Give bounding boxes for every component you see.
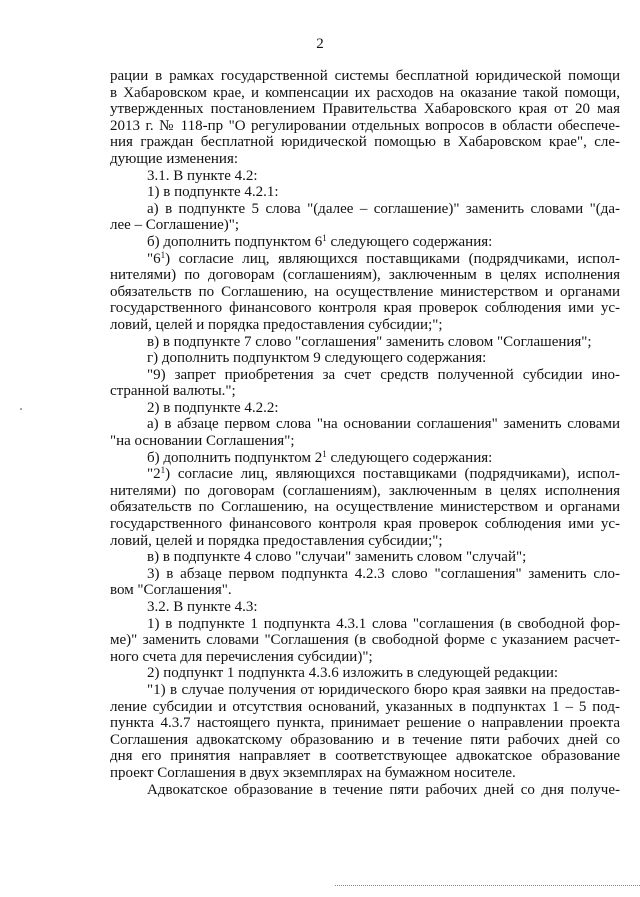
superscript: 1: [160, 466, 166, 476]
superscript: 1: [322, 233, 327, 243]
superscript: 1: [160, 250, 166, 260]
text-line: государственного финансового контроля края проверок соблюдения ими ус-: [110, 300, 620, 317]
text-line: обязательств по Соглашению, на осуществление министерством и органами: [110, 283, 620, 300]
text-line: странной валюты.";: [110, 383, 236, 400]
text-line: б) дополнить подпунктом $2^1$ следующего содержания:: [147, 449, 493, 466]
text-line: б) дополнить подпунктом $6^1$ следующего содержания:: [147, 233, 493, 250]
text-line: Соглашения адвокатскому образованию и в течение пяти рабочих дней со: [110, 731, 620, 748]
text-line: ление субсидии и отсутствия оснований, указанных в подпунктах 1 – 5 под-: [110, 698, 620, 715]
text-line: в) в подпункте 7 слово "соглашения" заменить словом "Соглашения";: [147, 333, 592, 350]
text-line: утвержденных постановлением Правительства Хабаровского края от 20 мая: [110, 101, 620, 118]
document-body: [110, 68, 620, 798]
text-line: обязательств по Соглашению, на осуществление министерством и органами: [110, 499, 620, 516]
text-line: в Хабаровском крае, и компенсации их расходов на оказание такой помощи,: [110, 84, 620, 101]
superscript: 1: [322, 449, 327, 459]
text-line: г) дополнить подпунктом 9 следующего содержания:: [147, 350, 487, 367]
text-line: дня его принятия направляет в соответствующее адвокатское образование: [110, 748, 620, 765]
text-line: вом "Соглашения".: [110, 582, 232, 599]
text-line: "на основании Соглашения";: [110, 433, 295, 450]
text-line: ловий, целей и порядка предоставления субсидии;";: [110, 316, 443, 333]
scan-speck: [20, 408, 22, 410]
text-line: нителями) по договорам (соглашениям), заключенным в целях исполнения: [110, 267, 620, 284]
text-line: 2) подпункт 1 подпункта 4.3.6 изложить в следующей редакции:: [147, 665, 559, 682]
text-line: а) в абзаце первом слова "на основании соглашения" заменить словами: [147, 416, 620, 433]
text-line: 2) в подпункте 4.2.2:: [147, 399, 279, 416]
text-line: дующие изменения:: [110, 150, 239, 167]
text-line: "9) запрет приобретения за счет средств полученной субсидии ино-: [147, 366, 620, 383]
text-line: ме)" заменить словами "Соглашения (в свободной форме с указанием расчет-: [110, 632, 620, 649]
text-line: 3) в абзаце первом подпункта 4.2.3 слово "соглашения" заменить сло-: [147, 565, 620, 582]
text-line: пункта 4.3.7 настоящего пункта, принимает решение о направлении проекта: [110, 715, 620, 732]
text-line: 3.2. В пункте 4.3:: [147, 599, 258, 615]
text-line: нителями) по договорам (соглашениям), заключенным в целях исполнения: [110, 482, 620, 499]
text-line: проект Соглашения в двух экземплярах на бумажном носителе.: [110, 764, 516, 781]
text-line: "$6^1$) согласие лиц, являющихся поставщиками (подрядчиками, испол-: [147, 250, 620, 267]
text-line: рации в рамках государственной системы бесплатной юридической помощи: [110, 68, 620, 84]
text-line: 1) в подпункте 1 подпункта 4.3.1 слова "соглашения (в свободной фор-: [147, 615, 620, 632]
text-line: а) в подпункте 5 слова "(далее – соглашение)" заменить словами "(да-: [147, 200, 620, 217]
text-line: в) в подпункте 4 слово "случаи" заменить словом "случай";: [147, 549, 527, 566]
text-line: государственного финансового контроля края проверок соблюдения ими ус-: [110, 516, 620, 533]
text-line: "$2^1$) согласие лиц, являющихся поставщиками (подрядчиками), испол-: [147, 466, 620, 483]
text-line: ловий, целей и порядка предоставления субсидии;";: [110, 532, 443, 549]
text-line: Адвокатское образование в течение пяти рабочих дней со дня получе-: [147, 781, 620, 798]
text-line: 1) в подпункте 4.2.1:: [147, 184, 279, 201]
text-line: 2013 г. № 118-пр "О регулировании отдельных вопросов в области обеспече-: [110, 117, 620, 134]
text-line: 3.1. В пункте 4.2:: [147, 167, 258, 184]
page-number: 2: [316, 36, 324, 52]
text-line: ного счета для перечисления субсидии)";: [110, 648, 373, 665]
footer-dotted-line: [335, 885, 640, 886]
text-line: лее – Соглашение)";: [110, 217, 240, 234]
text-line: ния граждан бесплатной юридической помощью в Хабаровском крае", сле-: [110, 134, 620, 151]
text-line: "1) в случае получения от юридического бюро края заявки на предостав-: [147, 681, 620, 698]
